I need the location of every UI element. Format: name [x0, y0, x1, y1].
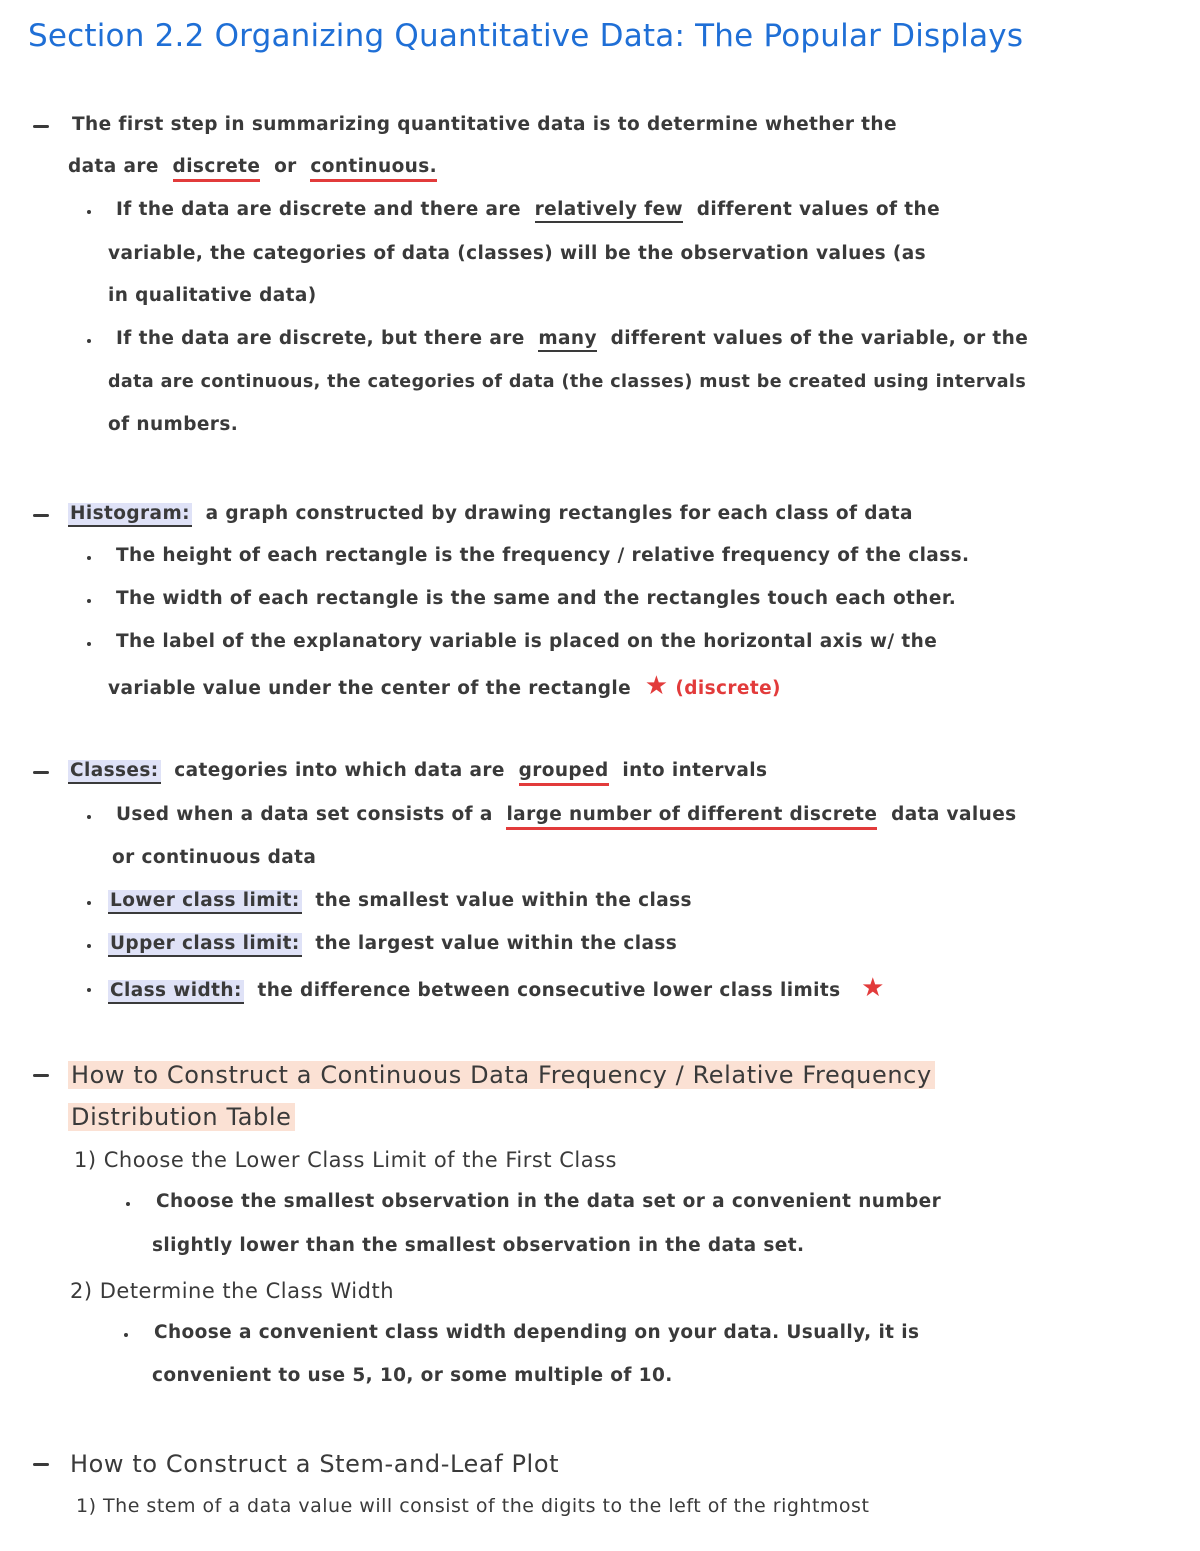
intro-bullet-1-line-2: variable, the categories of data (classes) will be the observation values (as	[108, 243, 927, 264]
construct-table-heading-2: Distribution Table	[68, 1103, 295, 1131]
upper-class-limit-line	[108, 933, 677, 955]
intro-bullet-1-line-3: in qualitative data)	[108, 285, 317, 306]
bullet-dot	[87, 599, 91, 603]
bullet-dot	[126, 1202, 130, 1206]
term-upper-class-limit: Upper class limit:	[108, 933, 302, 957]
histogram-bullet-1: The height of each rectangle is the frequency / relative frequency of the class.	[116, 545, 970, 566]
term-lower-class-limit: Lower class limit:	[108, 890, 302, 914]
intro-b2-post: different values of the variable, or the	[610, 328, 1029, 349]
bullet-dot	[87, 556, 91, 560]
classes-def-post: into intervals	[622, 760, 768, 781]
bullet-dot	[87, 815, 91, 819]
histogram-b3-text: variable value under the center of the rectangle	[108, 678, 632, 699]
intro-line-2	[68, 156, 437, 178]
intro-bullet-1-line-1	[116, 199, 940, 221]
step-1-bullet-line-2: slightly lower than the smallest observation in the data set.	[152, 1235, 805, 1256]
bullet-dot	[87, 944, 91, 948]
construct-table-step-1: 1) Choose the Lower Class Limit of the First Class	[74, 1148, 617, 1172]
class-width-line	[108, 973, 885, 1003]
page-title: Section 2.2 Organizing Quantitative Data: The Popular Displays	[28, 18, 1024, 54]
intro-b1-post: different values of the	[696, 199, 941, 220]
intro-bullet-2-line-2: data are continuous, the categories of data (the classes) must be created using intervals	[108, 372, 1027, 392]
step-2-bullet-line-2: convenient to use 5, 10, or some multiple of 10.	[152, 1365, 673, 1386]
term-discrete: discrete	[173, 156, 261, 182]
histogram-bullet-3-line-1: The label of the explanatory variable is placed on the horizontal axis w/ the	[116, 631, 938, 652]
term-class-width: Class width:	[108, 980, 244, 1004]
term-grouped: grouped	[519, 760, 609, 786]
term-many: many	[538, 328, 597, 352]
intro-or: or	[274, 156, 297, 177]
construct-table-step-2: 2) Determine the Class Width	[70, 1279, 395, 1303]
star-icon: ★	[644, 671, 669, 701]
term-classes: Classes:	[68, 760, 161, 784]
bullet-dot	[87, 210, 91, 214]
intro-bullet-2-line-1	[116, 328, 1028, 350]
section-dash	[33, 1463, 49, 1466]
bullet-dot	[87, 642, 91, 646]
section-dash	[33, 771, 49, 774]
intro-b1-pre: If the data are discrete and there are	[116, 199, 521, 220]
histogram-bullet-2: The width of each rectangle is the same and the rectangles touch each other.	[116, 588, 957, 609]
construct-table-heading-1: How to Construct a Continuous Data Frequency / Relative Frequency	[68, 1061, 935, 1089]
histogram-bullet-3-line-2	[108, 671, 781, 701]
intro-b2-pre: If the data are discrete, but there are	[116, 328, 525, 349]
construct-table-heading-line-2	[68, 1103, 295, 1131]
classes-definition	[68, 760, 767, 782]
lower-class-limit-line	[108, 890, 692, 912]
large-number-phrase: large number of different discrete	[506, 804, 877, 830]
upper-class-limit-def: the largest value within the class	[315, 933, 678, 954]
bullet-dot	[87, 988, 91, 992]
section-dash	[33, 514, 49, 517]
relatively-few: relatively few	[535, 199, 683, 223]
intro-line-1: The first step in summarizing quantitative data is to determine whether the	[72, 114, 897, 135]
construct-table-heading-line-1	[68, 1061, 935, 1089]
stem-leaf-step-1: 1) The stem of a data value will consist of the digits to the left of the rightmost	[76, 1495, 870, 1517]
term-histogram: Histogram:	[68, 503, 192, 527]
classes-bullet-1-line-2: or continuous data	[112, 847, 317, 868]
classes-b1-post: data values	[891, 804, 1017, 825]
discrete-note: (discrete)	[675, 678, 781, 699]
classes-bullet-1-line-1	[116, 804, 1017, 826]
stem-leaf-heading: How to Construct a Stem-and-Leaf Plot	[70, 1450, 560, 1478]
lower-class-limit-def: the smallest value within the class	[315, 890, 692, 911]
section-dash	[33, 125, 49, 128]
step-1-bullet-line-1: Choose the smallest observation in the data set or a convenient number	[156, 1191, 942, 1212]
classes-b1-pre: Used when a data set consists of a	[116, 804, 493, 825]
classes-def-pre: categories into which data are	[174, 760, 505, 781]
intro-line-2-pre: data are	[68, 156, 159, 177]
section-dash	[33, 1074, 49, 1077]
class-width-def: the difference between consecutive lower class limits	[257, 980, 841, 1001]
term-continuous: continuous.	[310, 156, 437, 182]
histogram-def: a graph constructed by drawing rectangles for each class of data	[205, 503, 913, 524]
bullet-dot	[87, 339, 91, 343]
histogram-definition	[68, 503, 913, 525]
step-2-bullet-line-1: Choose a convenient class width depending on your data. Usually, it is	[154, 1322, 920, 1343]
star-icon: ★	[861, 973, 885, 1003]
bullet-dot	[124, 1333, 128, 1337]
bullet-dot	[87, 901, 91, 905]
intro-bullet-2-line-3: of numbers.	[108, 414, 239, 435]
